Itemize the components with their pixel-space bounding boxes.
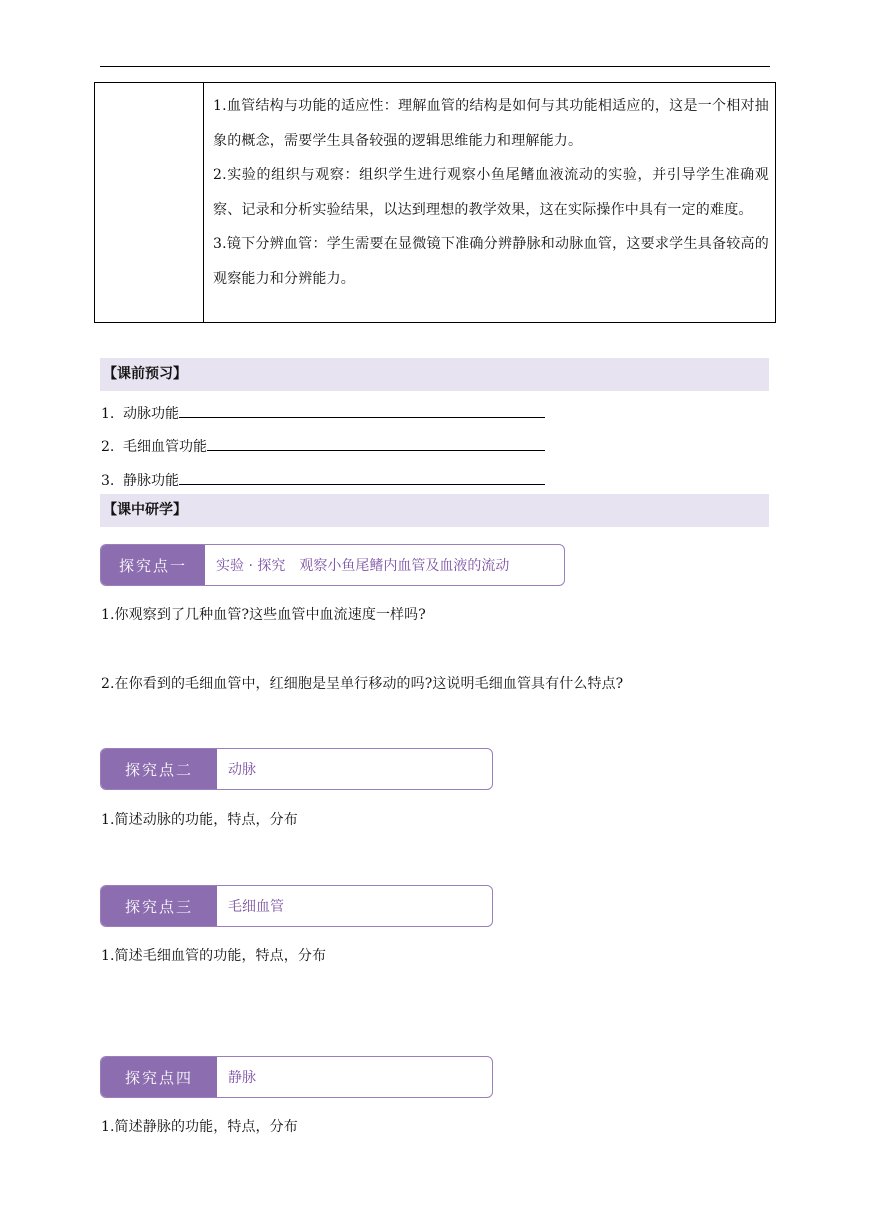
item-label: 静脉功能 [123,473,179,489]
inquiry-point-2 [100,748,493,790]
inquiry-point-3 [100,885,493,927]
inquiry-point-1 [100,544,565,586]
preview-heading: 【课前预习】 [100,358,769,391]
question-item: 1.你观察到了几种血管?这些血管中血流速度一样吗? [101,607,426,623]
answer-blank[interactable] [207,434,545,451]
inquiry-label: 探究点一 [101,545,205,585]
item-number: 3. [101,473,115,489]
inquiry-title: 毛细血管 [228,899,284,915]
table-content-cell [204,83,775,322]
question-item: 1.简述动脉的功能，特点，分布 [101,812,298,828]
inquiry-title: 实验 · 探究 观察小鱼尾鳍内血管及血液的流动 [216,558,510,574]
inquiry-title: 静脉 [228,1070,256,1086]
item-number: 1. [101,406,115,422]
preview-item-vein [101,468,545,491]
inquiry-label: 探究点三 [101,886,217,926]
preview-item-capillary [101,434,545,457]
question-item: 1.简述毛细血管的功能，特点，分布 [101,948,327,964]
item-number: 2. [101,439,115,455]
question-item: 2.在你看到的毛细血管中，红细胞是呈单行移动的吗?这说明毛细血管具有什么特点? [101,676,624,692]
table-label-cell [95,83,204,322]
inquiry-title: 动脉 [228,762,256,778]
preview-item-artery [101,401,545,424]
header-rule [100,66,770,67]
item-label: 毛细血管功能 [123,439,207,455]
inquiry-point-4 [100,1056,493,1098]
difficulty-item: 2.实验的组织与观察：组织学生进行观察小鱼尾鳍血液流动的实验，并引导学生准确观察、记录和分析实验结果，以达到理想的教学效果，这在实际操作中具有一定的难度。 [213,167,769,218]
teaching-difficulty-table [94,82,776,323]
inclass-heading: 【课中研学】 [100,494,769,527]
inquiry-label: 探究点四 [101,1057,217,1097]
item-label: 动脉功能 [123,406,179,422]
difficulty-item: 1.血管结构与功能的适应性：理解血管的结构是如何与其功能相适应的，这是一个相对抽象的概念，需要学生具备较强的逻辑思维能力和理解能力。 [213,98,769,149]
question-item: 1.简述静脉的功能，特点，分布 [101,1119,298,1135]
answer-blank[interactable] [179,468,545,485]
difficulty-item: 3.镜下分辨血管：学生需要在显微镜下准确分辨静脉和动脉血管，这要求学生具备较高的观察能力和分辨能力。 [213,236,769,287]
answer-blank[interactable] [179,401,545,418]
inquiry-label: 探究点二 [101,749,217,789]
